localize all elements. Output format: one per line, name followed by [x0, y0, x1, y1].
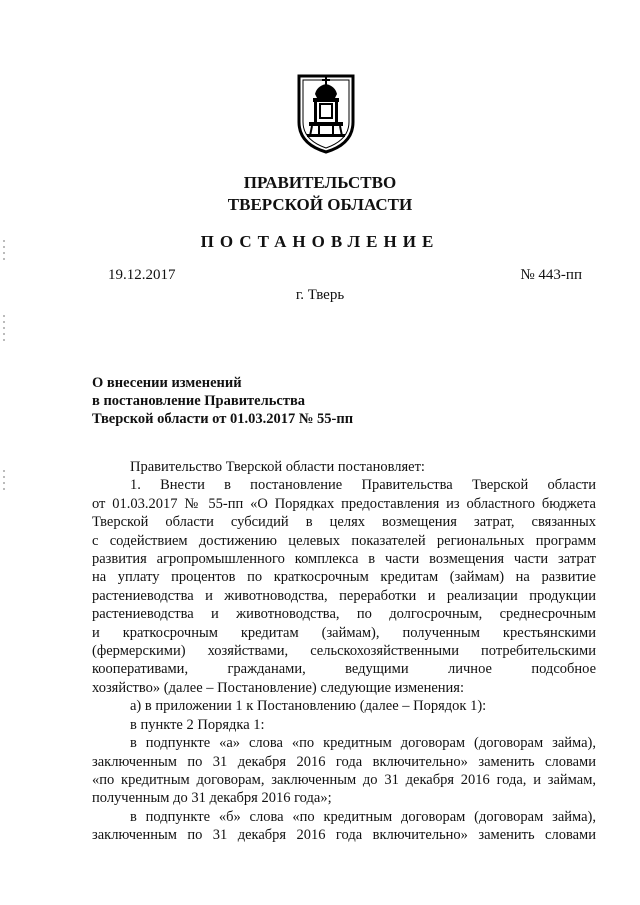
subject-line: Тверской области от 01.03.2017 № 55-пп: [92, 411, 354, 427]
body-line: в подпункте «а» слова «по кредитным договорам (договорам займа),: [130, 735, 596, 752]
body-line: а) в приложении 1 к Постановлению (далее – Порядок 1):: [130, 698, 487, 715]
subject-line: в постановление Правительства: [92, 393, 306, 409]
scan-margin-mark: [3, 470, 5, 490]
body-line: в пункте 2 Порядка 1:: [130, 716, 265, 733]
body-line: (фермерскими) хозяйствами, сельскохозяйственными потребительскими: [92, 643, 596, 660]
body-line: 1. Внести в постановление Правительства Тверской области: [130, 477, 596, 494]
document-date: 19.12.2017: [108, 267, 176, 283]
document-city: г. Тверь: [295, 287, 345, 303]
body-line: Правительство Тверской области постановляет:: [130, 459, 425, 475]
body-line: «по кредитным договорам, заключенным до 31 декабря 2016 года, и займам,: [92, 771, 596, 788]
document-subject: [92, 374, 353, 428]
body-line: полученным до 31 декабря 2016 года»;: [92, 790, 332, 807]
body-line: с содействием достижению целевых показателей региональных программ: [92, 532, 596, 549]
body-line: в подпункте «б» слова «по кредитным договорам (договорам займа),: [130, 808, 596, 825]
document-type: ПОСТАНОВЛЕНИЕ: [200, 232, 440, 251]
body-line: кооперативами, гражданами, ведущими личное подсобное: [92, 661, 596, 678]
coat-of-arms-icon: [295, 72, 357, 154]
body-line: растениеводства и животноводства, по долгосрочным, среднесрочным: [92, 606, 596, 623]
document-number: № 443-пп: [520, 267, 582, 283]
body-line: Тверской области субсидий в целях возмещения затрат, связанных: [92, 514, 596, 531]
subject-line: О внесении изменений: [92, 375, 242, 391]
body-line: и краткосрочным кредитам (займам), полученным крестьянскими: [92, 624, 596, 641]
body-line: от 01.03.2017 № 55-пп «О Порядках предоставления из областного бюджета: [92, 495, 596, 512]
body-line: развития агропромышленного комплекса в части возмещения части затрат: [92, 551, 596, 568]
organization-name: [0, 172, 640, 216]
body-line: растениеводства и животноводства, переработки и реализации продукции: [92, 587, 596, 604]
org-line-2: ТВЕРСКОЙ ОБЛАСТИ: [227, 195, 413, 214]
body-line: заключенным по 31 декабря 2016 года включительно» заменить словами: [92, 753, 596, 770]
body-line: заключенным по 31 декабря 2016 года включительно» заменить словами: [92, 827, 596, 844]
org-line-1: ПРАВИТЕЛЬСТВО: [243, 173, 397, 192]
scan-margin-mark: [3, 315, 5, 345]
document-body: [92, 458, 596, 845]
body-line: на уплату процентов по краткосрочным кредитам (займам) на развитие: [92, 569, 596, 586]
body-line: хозяйство» (далее – Постановление) следующие изменения:: [92, 679, 465, 696]
